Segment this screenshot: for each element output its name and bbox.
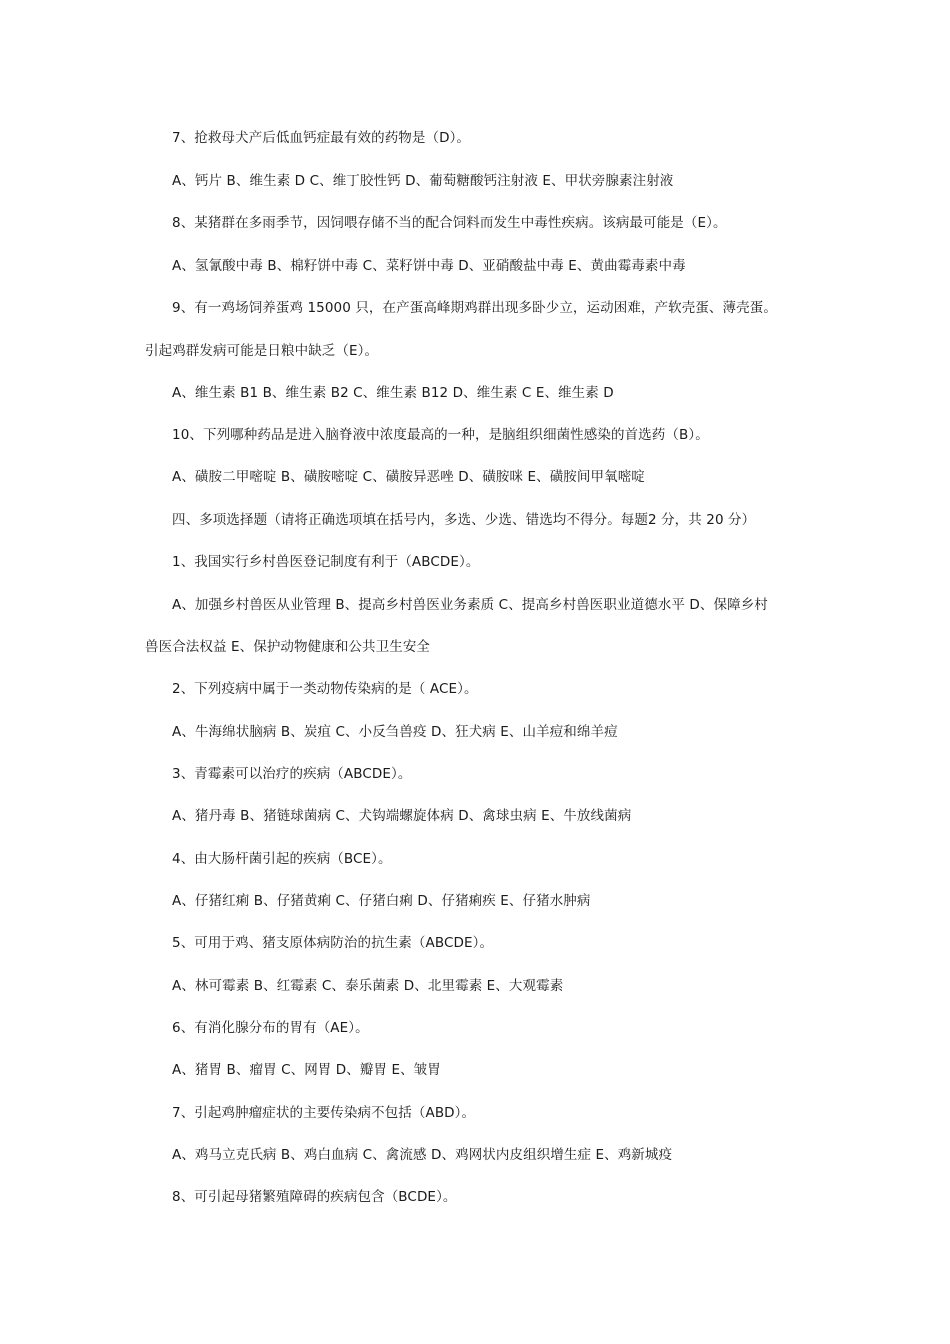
question-10-options: A、磺胺二甲嘧啶 B、磺胺嘧啶 C、磺胺异恶唑 D、磺胺咪 E、磺胺间甲氧嘧啶 [172, 469, 645, 485]
question-6-options: A、猪胃 B、瘤胃 C、网胃 D、瓣胃 E、皱胃 [172, 1062, 441, 1078]
question-2-options: A、牛海绵状脑病 B、炭疽 C、小反刍兽疫 D、狂犬病 E、山羊痘和绵羊痘 [172, 724, 618, 740]
question-1-multi: 1、我国实行乡村兽医登记制度有利于（ABCDE）。 [172, 554, 480, 570]
question-3-multi: 3、青霉素可以治疗的疾病（ABCDE）。 [172, 766, 412, 782]
question-9-single: 9、有一鸡场饲养蛋鸡 15000 只，在产蛋高峰期鸡群出现多卧少立，运动困难，产软壳蛋、薄壳蛋。 [172, 300, 777, 316]
question-7-single: 7、抢救母犬产后低血钙症最有效的药物是（D）。 [172, 130, 471, 146]
question-1-options: A、加强乡村兽医从业管理 B、提高乡村兽医业务素质 C、提高乡村兽医职业道德水平 D、保障乡村 [172, 597, 768, 613]
question-1-options-continuation: 兽医合法权益 E、保护动物健康和公共卫生安全 [145, 639, 431, 655]
question-9-options: A、维生素 B1 B、维生素 B2 C、维生素 B12 D、维生素 C E、维生素 D [172, 385, 614, 401]
section-4-heading: 四、多项选择题（请将正确选项填在括号内，多选、少选、错选均不得分。每题2 分，共 20 分） [172, 512, 756, 528]
question-5-options: A、林可霉素 B、红霉素 C、泰乐菌素 D、北里霉素 E、大观霉素 [172, 978, 564, 994]
question-4-options: A、仔猪红痢 B、仔猪黄痢 C、仔猪白痢 D、仔猪痢疾 E、仔猪水肿病 [172, 893, 591, 909]
question-7-multi-options: A、鸡马立克氏病 B、鸡白血病 C、禽流感 D、鸡网状内皮组织增生症 E、鸡新城疫 [172, 1147, 673, 1163]
question-8-options: A、氢氰酸中毒 B、棉籽饼中毒 C、菜籽饼中毒 D、亚硝酸盐中毒 E、黄曲霉毒素中毒 [172, 258, 686, 274]
question-4-multi: 4、由大肠杆菌引起的疾病（BCE）。 [172, 851, 392, 867]
question-2-multi: 2、下列疫病中属于一类动物传染病的是（ ACE）。 [172, 681, 478, 697]
question-3-options: A、猪丹毒 B、猪链球菌病 C、犬钩端螺旋体病 D、禽球虫病 E、牛放线菌病 [172, 808, 632, 824]
question-7-multi: 7、引起鸡肿瘤症状的主要传染病不包括（ABD）。 [172, 1105, 476, 1121]
question-8-single: 8、某猪群在多雨季节，因饲喂存储不当的配合饲料而发生中毒性疾病。该病最可能是（E）。 [172, 215, 727, 231]
question-10-single: 10、下列哪种药品是进入脑脊液中浓度最高的一种，是脑组织细菌性感染的首选药（B）。 [172, 427, 709, 443]
question-8-multi: 8、可引起母猪繁殖障碍的疾病包含（BCDE）。 [172, 1189, 457, 1205]
question-7-options: A、钙片 B、维生素 D C、维丁胶性钙 D、葡萄糖酸钙注射液 E、甲状旁腺素注射液 [172, 173, 674, 189]
question-9-continuation: 引起鸡群发病可能是日粮中缺乏（E）。 [145, 343, 379, 359]
question-5-multi: 5、可用于鸡、猪支原体病防治的抗生素（ABCDE）。 [172, 935, 494, 951]
question-6-multi: 6、有消化腺分布的胃有（AE）。 [172, 1020, 369, 1036]
